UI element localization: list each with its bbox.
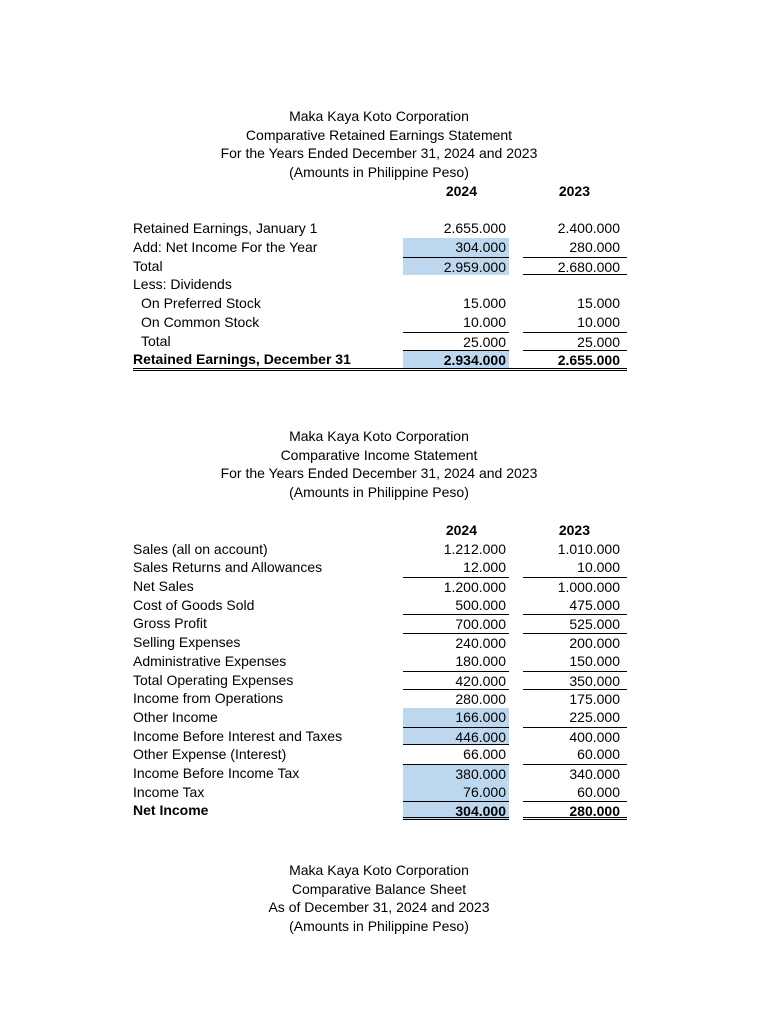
value-2023: 280.000 [569, 239, 620, 256]
row-label: Other Expense (Interest) [133, 746, 287, 763]
value-2023: 25.000 [523, 332, 627, 351]
double-underline [133, 368, 627, 371]
row-label: Other Income [133, 708, 218, 725]
row-label: Income Tax [133, 783, 205, 800]
value-2023: 340.000 [523, 764, 627, 783]
column-header-2023: 2023 [558, 522, 590, 538]
value-2023: 2.400.000 [557, 220, 620, 237]
value-2024: 10.000 [463, 313, 506, 330]
company-name: Maka Kaya Koto Corporation [289, 108, 469, 124]
value-2024: 280.000 [403, 689, 509, 708]
row-label: Income from Operations [133, 690, 284, 707]
value-2024: 15.000 [463, 295, 506, 312]
row-label: Less: Dividends [133, 276, 232, 293]
income-statement-title [0, 427, 758, 502]
value-2023: 200.000 [523, 633, 627, 652]
value-2023: 280.000 [523, 801, 627, 820]
value-2024: 380.000 [403, 764, 509, 783]
column-header-2023: 2023 [558, 183, 590, 199]
balance-sheet-title [0, 861, 758, 936]
row-label: Add: Net Income For the Year [133, 239, 318, 256]
row-label: Total Operating Expenses [133, 671, 294, 688]
value-2024: 240.000 [403, 633, 509, 652]
row-label: On Preferred Stock [141, 295, 261, 312]
row-label: Sales Returns and Allowances [133, 559, 323, 576]
table-row [133, 596, 627, 615]
statement-name: Comparative Balance Sheet [291, 880, 467, 897]
row-label: Net Income [133, 802, 209, 819]
spacer-row [133, 201, 627, 220]
table-row [133, 540, 627, 559]
statement-currency: (Amounts in Philippine Peso) [289, 484, 469, 501]
retained-earnings-table [133, 182, 627, 369]
value-2024: 166.000 [403, 708, 509, 727]
value-2024: 304.000 [403, 801, 509, 820]
column-header-row [133, 521, 627, 540]
table-row [133, 689, 627, 708]
row-label: Retained Earnings, December 31 [133, 351, 351, 368]
value-2023: 2.680.000 [523, 257, 627, 276]
value-2023: 525.000 [523, 614, 627, 633]
table-row [133, 558, 627, 577]
value-2023: 350.000 [523, 671, 627, 690]
value-2023: 400.000 [523, 727, 627, 746]
statement-name: Comparative Income Statement [280, 446, 478, 463]
value-2024: 180.000 [455, 652, 506, 669]
row-label: Gross Profit [133, 615, 207, 632]
row-label: On Common Stock [141, 313, 260, 330]
table-row [133, 577, 627, 596]
value-2024: 12.000 [463, 559, 506, 576]
value-2024: 25.000 [403, 332, 509, 351]
company-name: Maka Kaya Koto Corporation [289, 862, 469, 878]
statement-period: For the Years Ended December 31, 2024 and 2023 [220, 145, 538, 162]
table-row [133, 332, 627, 351]
table-row [133, 614, 627, 633]
value-2024: 66.000 [463, 746, 506, 763]
column-header-2024: 2024 [445, 183, 477, 199]
company-name: Maka Kaya Koto Corporation [289, 428, 469, 444]
row-label: Cost of Goods Sold [133, 596, 255, 613]
row-label: Sales (all on account) [133, 540, 268, 557]
value-2023: 2.655.000 [523, 350, 627, 369]
table-row [133, 764, 627, 783]
table-row-total [133, 801, 627, 820]
table-row-total [133, 350, 627, 369]
row-label: Net Sales [133, 578, 194, 595]
table-row [133, 745, 627, 764]
row-label: Income Before Interest and Taxes [133, 727, 343, 744]
value-2024: 2.934.000 [403, 350, 509, 369]
column-header-2024: 2024 [445, 522, 477, 538]
value-2024: 700.000 [403, 614, 509, 633]
value-2023: 1.000.000 [523, 577, 627, 596]
value-2023: 1.010.000 [557, 540, 620, 557]
value-2023: 225.000 [569, 708, 620, 725]
value-2024: 304.000 [403, 238, 509, 257]
table-row [133, 671, 627, 690]
row-label: Selling Expenses [133, 634, 241, 651]
table-row [133, 257, 627, 276]
row-label: Income Before Income Tax [133, 764, 300, 781]
table-row [133, 294, 627, 313]
value-2024: 2.959.000 [403, 257, 509, 276]
table-row [133, 238, 627, 257]
column-header-row [133, 182, 627, 201]
row-label: Total [141, 332, 171, 349]
value-2024: 420.000 [403, 671, 509, 690]
value-2024: 1.212.000 [443, 540, 506, 557]
value-2023: 15.000 [577, 295, 620, 312]
table-row [133, 275, 627, 294]
value-2024: 2.655.000 [443, 220, 506, 237]
value-2024: 446.000 [403, 727, 509, 746]
value-2024: 1.200.000 [403, 577, 509, 596]
income-statement-table [133, 521, 627, 820]
statement-period: As of December 31, 2024 and 2023 [268, 899, 490, 916]
statement-period: For the Years Ended December 31, 2024 and 2023 [220, 465, 538, 482]
table-row [133, 783, 627, 802]
value-2024: 76.000 [403, 783, 509, 802]
statement-name: Comparative Retained Earnings Statement [245, 126, 513, 143]
table-row [133, 727, 627, 746]
value-2023: 60.000 [577, 783, 620, 800]
table-row [133, 313, 627, 332]
value-2023: 60.000 [577, 746, 620, 763]
value-2024: 500.000 [455, 596, 506, 613]
value-2023: 475.000 [569, 596, 620, 613]
value-2023: 150.000 [569, 652, 620, 669]
value-2023: 10.000 [577, 559, 620, 576]
row-label: Administrative Expenses [133, 652, 287, 669]
table-row [133, 219, 627, 238]
statement-currency: (Amounts in Philippine Peso) [289, 918, 469, 935]
statement-currency: (Amounts in Philippine Peso) [289, 164, 469, 181]
table-row [133, 633, 627, 652]
retained-earnings-title [0, 107, 758, 182]
row-label: Total [133, 257, 163, 274]
value-2023: 175.000 [523, 689, 627, 708]
value-2023: 10.000 [577, 313, 620, 330]
table-row [133, 652, 627, 671]
table-row [133, 708, 627, 727]
row-label: Retained Earnings, January 1 [133, 220, 318, 237]
